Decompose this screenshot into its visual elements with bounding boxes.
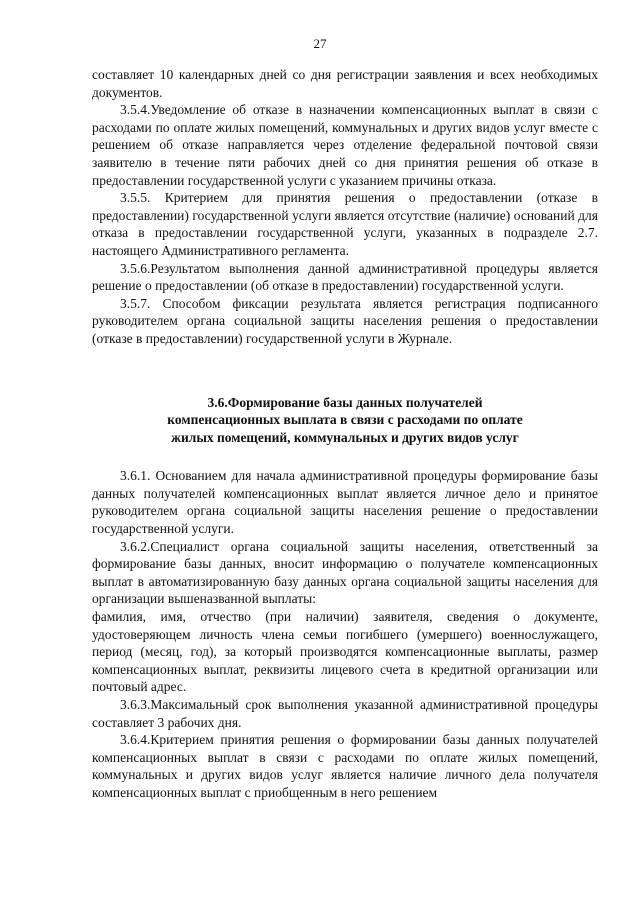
paragraph-3-6-2: 3.6.2.Специалист органа социальной защиты населения, ответственный за формирование базы данных, вносит информацию о получателе компенсационных выплат в автоматизированную базу данных органа социальной защиты населения для организации вышеназванной выплаты: bbox=[92, 538, 598, 607]
paragraph-3-6-2-details: фамилия, имя, отчество (при наличии) заявителя, сведения о документе, удостоверяющем личность члена семьи погибшего (умершего) военнослужащего, период (месяц, год), за который производятся компенсационные выплаты, размер компенсационных выплат, реквизиты лицевого счета в кредитной организации или почтовый адрес. bbox=[92, 609, 598, 695]
paragraph-3-6-3: 3.6.3.Максимальный срок выполнения указанной административной процедуры составляет 3 рабочих дня. bbox=[92, 697, 598, 730]
section-heading-line: компенсационных выплата в связи с расходами по оплате bbox=[167, 412, 523, 428]
document-body bbox=[92, 66, 598, 802]
paragraph-3-5-4: 3.5.4.Уведомление об отказе в назначении компенсационных выплат в связи с расходами по оплате жилых помещений, коммунальных и других видов услуг вместе с решением об отказе направляется через отделение федеральной почтовой связи заявителю в течение пяти рабочих дней со дня принятия решения об отказе в предоставлении государственной услуги с указанием причины отказа. bbox=[92, 102, 598, 188]
page-number: 27 bbox=[313, 36, 327, 51]
paragraph-3-6-4: 3.6.4.Критерием принятия решения о формировании базы данных получателей компенсационных выплат в связи с расходами по оплате жилых помещений, коммунальных и других видов услуг является наличие личного дела получателя компенсационных выплат с приобщенным в него решением bbox=[92, 732, 598, 800]
section-heading-line: жилых помещений, коммунальных и других видов услуг bbox=[171, 429, 519, 445]
section-heading-line: 3.6.Формирование базы данных получателей bbox=[207, 394, 483, 410]
section-heading-3-6 bbox=[92, 394, 598, 447]
paragraph-3-6-1: 3.6.1. Основанием для начала административной процедуры формирование базы данных получателей компенсационных выплат является личное дело и принятое руководителем органа социальной защиты населения решение о предоставлении государственной услуги. bbox=[92, 468, 598, 537]
paragraph-3-5-7: 3.5.7. Способом фиксации результата является регистрация подписанного руководителем органа социальной защиты населения решения о предоставлении (отказе в предоставлении) государственной услуги в Журнале. bbox=[92, 295, 598, 346]
paragraph-3-5-5: 3.5.5. Критерием для принятия решения о предоставлении (отказе в предоставлении) государственной услуги является отсутствие (наличие) оснований для отказа в предоставлении государственной услуги, указанных в подразделе 2.7. настоящего Административного регламента. bbox=[92, 190, 598, 258]
paragraph-3-5-6: 3.5.6.Результатом выполнения данной административной процедуры является решение о предоставлении (об отказе в предоставлении) государственной услуги. bbox=[92, 260, 598, 294]
paragraph-3-5-3-tail: составляет 10 календарных дней со дня регистрации заявления и всех необходимых документов. bbox=[92, 67, 598, 100]
